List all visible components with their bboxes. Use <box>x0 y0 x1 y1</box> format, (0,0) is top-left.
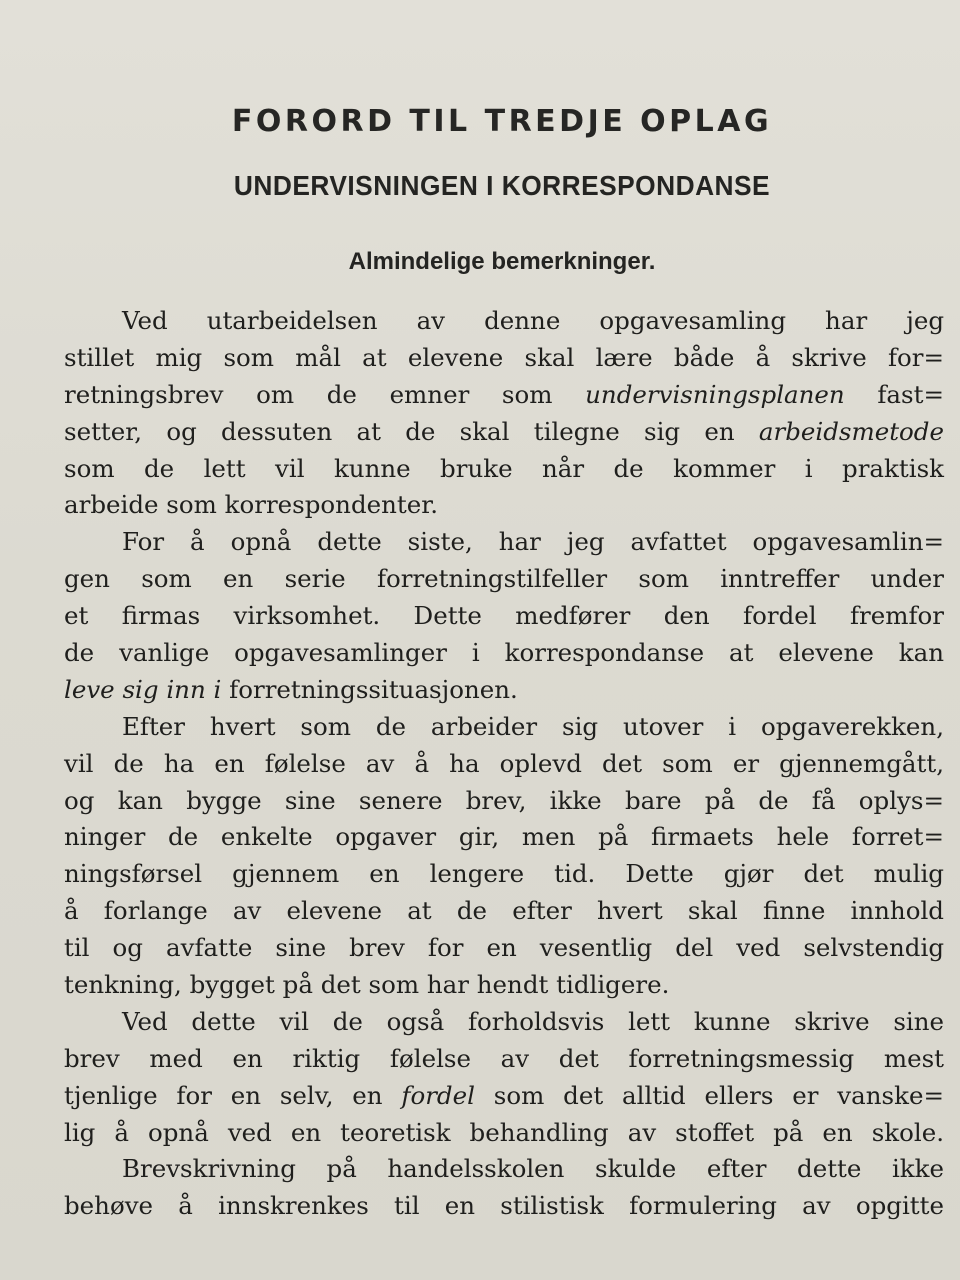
page-title: FORORD TIL TREDJE OPLAG <box>231 104 773 139</box>
text-run: fast= <box>877 379 944 409</box>
paragraph-1-line-4 <box>64 414 944 451</box>
italic-run: arbeidsmetode <box>758 416 944 446</box>
paragraph-1-line-2: stillet mig som mål at elevene skal lære både å skrive for= <box>64 342 944 372</box>
paragraph-1-line-1: Ved utarbeidelsen av denne opgavesamling har jeg <box>122 306 944 335</box>
text-run: tjenlige for en selv, en <box>64 1080 383 1110</box>
paragraph-2-line-2: gen som en serie forretningstilfeller som inntreffer under <box>64 564 944 594</box>
italic-run: undervisningsplanen <box>585 379 845 409</box>
paragraph-3-line-1: Efter hvert som de arbeider sig utover i opgaverekken, <box>122 711 944 741</box>
text-run: setter, og dessuten at de skal tilegne sig en <box>64 416 735 446</box>
paragraph-3-line-5: ningsførsel gjennem en lengere tid. Dette gjør det mulig <box>64 859 944 889</box>
paragraph-3-line-4: ninger de enkelte opgaver gir, men på firmaets hele forret= <box>64 822 944 852</box>
paragraph-4-line-4: lig å opnå ved en teoretisk behandling av stoffet på en skole. <box>64 1117 944 1147</box>
paragraph-3-line-7: til og avfatte sine brev for en vesentlig del ved selvstendig <box>64 933 944 963</box>
paragraph-1-line-5: som de lett vil kunne bruke når de kommer i praktisk <box>64 453 944 483</box>
paragraph-1-line-6: arbeide som korrespondenter. <box>64 490 439 520</box>
paragraph-5-line-1: Brevskrivning på handelsskolen skulde efter dette ikke <box>122 1154 944 1184</box>
paragraph-4-line-1: Ved dette vil de også forholdsvis lett kunne skrive sine <box>122 1006 944 1036</box>
paragraph-2-line-5 <box>64 672 944 709</box>
paragraph-2-line-1: For å opnå dette siste, har jeg avfattet opgavesamlin= <box>122 527 944 557</box>
paragraph-1-line-3 <box>64 377 944 414</box>
paragraph-3-line-3: og kan bygge sine senere brev, ikke bare på de få oplys= <box>64 785 944 815</box>
body-text <box>64 303 944 1225</box>
text-run: retningsbrev om de emner som <box>64 379 553 409</box>
paragraph-3-line-2: vil de ha en følelse av å ha oplevd det som er gjennemgått, <box>64 748 944 778</box>
paragraph-5-line-2: behøve å innskrenkes til en stilistisk formulering av opgitte <box>64 1191 944 1221</box>
paragraph-2-line-4: de vanlige opgavesamlinger i korrespondanse at elevene kan <box>64 638 944 668</box>
italic-run: fordel <box>401 1080 475 1110</box>
text-run: som det alltid ellers er vanske= <box>493 1080 944 1110</box>
italic-run: leve sig inn i <box>64 674 222 704</box>
page-subtitle: UNDERVISNINGEN I KORRESPONDANSE <box>233 170 771 201</box>
text-run: forretningssituasjonen. <box>229 674 518 704</box>
paragraph-2-line-3: et firmas virksomhet. Dette medfører den fordel fremfor <box>64 601 944 631</box>
paragraph-4-line-2: brev med en riktig følelse av det forretningsmessig mest <box>64 1043 944 1073</box>
paragraph-4-line-3 <box>64 1078 944 1115</box>
paragraph-3-line-8: tenkning, bygget på det som har hendt tidligere. <box>64 970 670 1000</box>
section-heading: Almindelige bemerkninger. <box>348 248 656 275</box>
paragraph-3-line-6: å forlange av elevene at de efter hvert skal finne innhold <box>64 896 944 926</box>
